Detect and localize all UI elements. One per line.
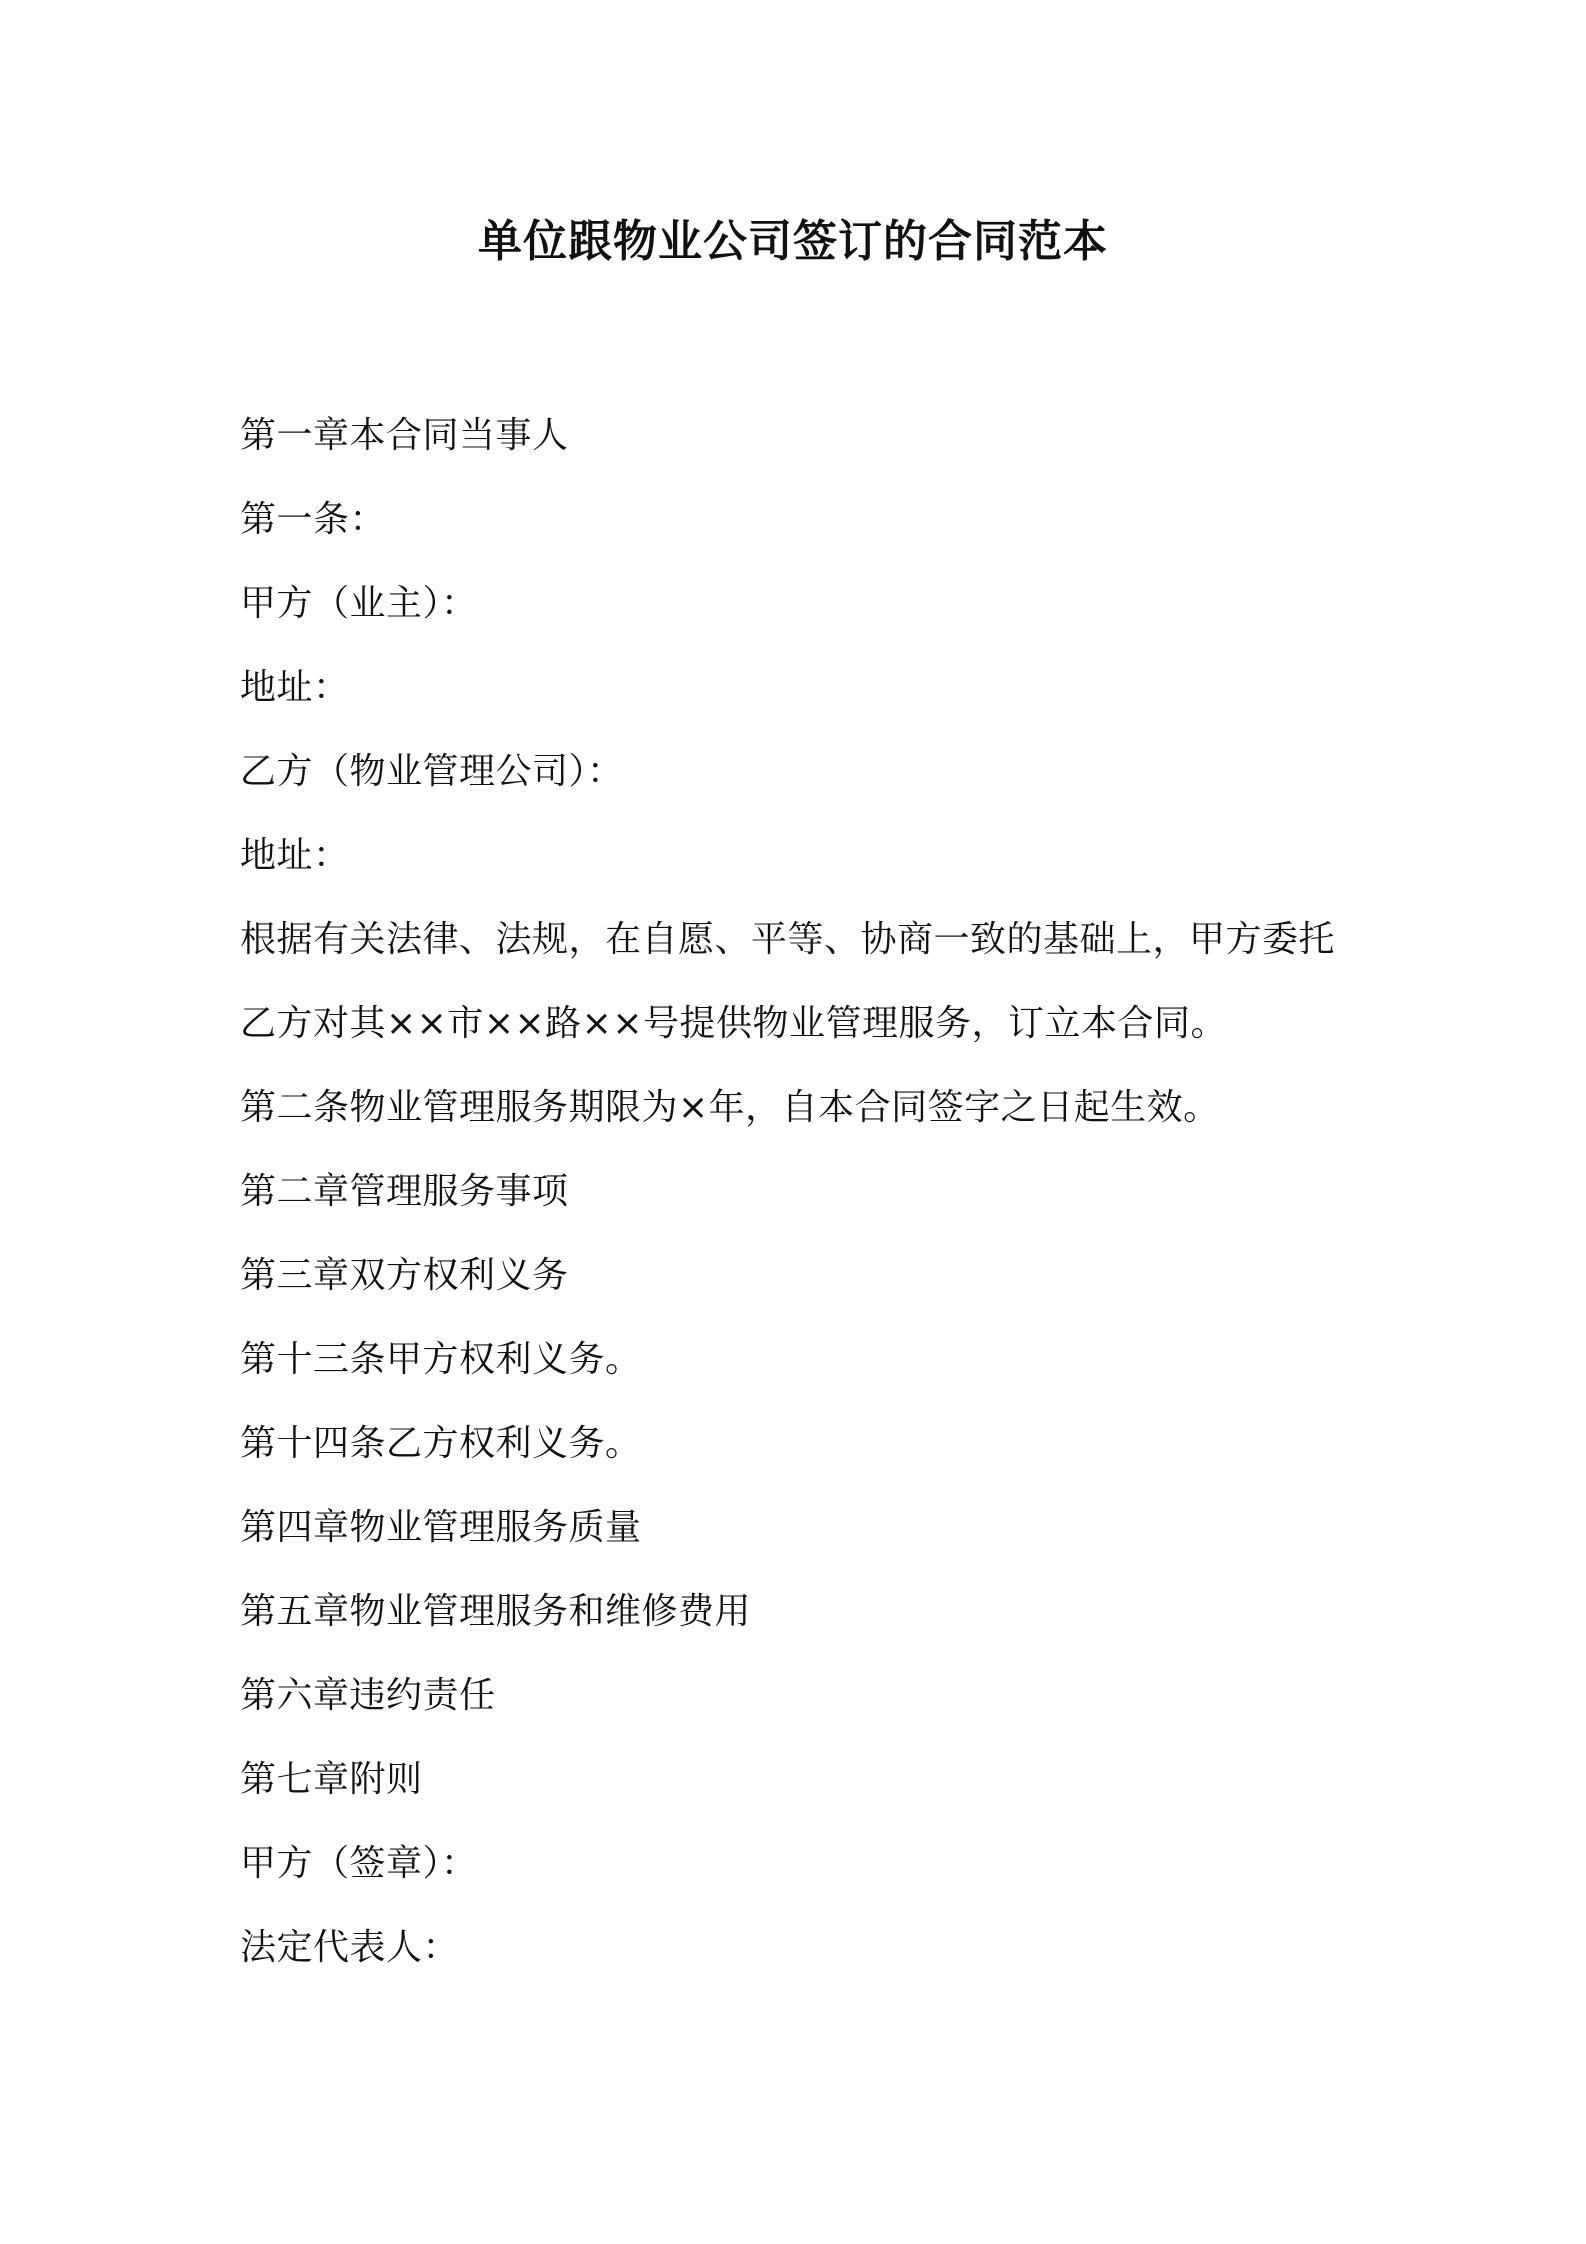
document-body (240, 404, 1380, 2000)
chapter-7-heading: 第七章附则 (240, 1759, 423, 1800)
preamble-line-1: 根据有关法律、法规，在自愿、平等、协商一致的基础上，甲方委托 (240, 919, 1336, 960)
party-a-address-line: 地址： (240, 667, 350, 708)
chapter-5-heading: 第五章物业管理服务和维修费用 (240, 1591, 752, 1632)
article-2-line: 第二条物业管理服务期限为×年，自本合同签字之日起生效。 (240, 1087, 1220, 1128)
article-14-line: 第十四条乙方权利义务。 (240, 1423, 642, 1464)
party-a-line: 甲方（业主）： (240, 583, 478, 624)
chapter-2-heading: 第二章管理服务事项 (240, 1171, 569, 1212)
chapter-4-heading: 第四章物业管理服务质量 (240, 1507, 642, 1548)
article-13-line: 第十三条甲方权利义务。 (240, 1339, 642, 1380)
article-1-heading: 第一条： (240, 499, 387, 540)
legal-representative-line: 法定代表人： (240, 1927, 460, 1968)
party-b-line: 乙方（物业管理公司）： (240, 751, 624, 792)
document-title: 单位跟物业公司签订的合同范本 (478, 216, 1108, 267)
chapter-3-heading: 第三章双方权利义务 (240, 1255, 569, 1296)
chapter-6-heading: 第六章违约责任 (240, 1675, 496, 1716)
preamble-line-2: 乙方对其××市××路××号提供物业管理服务，订立本合同。 (240, 1003, 1227, 1044)
party-a-signature-line: 甲方（签章）： (240, 1843, 478, 1884)
party-b-address-line: 地址： (240, 835, 350, 876)
chapter-1-heading: 第一章本合同当事人 (240, 415, 569, 456)
